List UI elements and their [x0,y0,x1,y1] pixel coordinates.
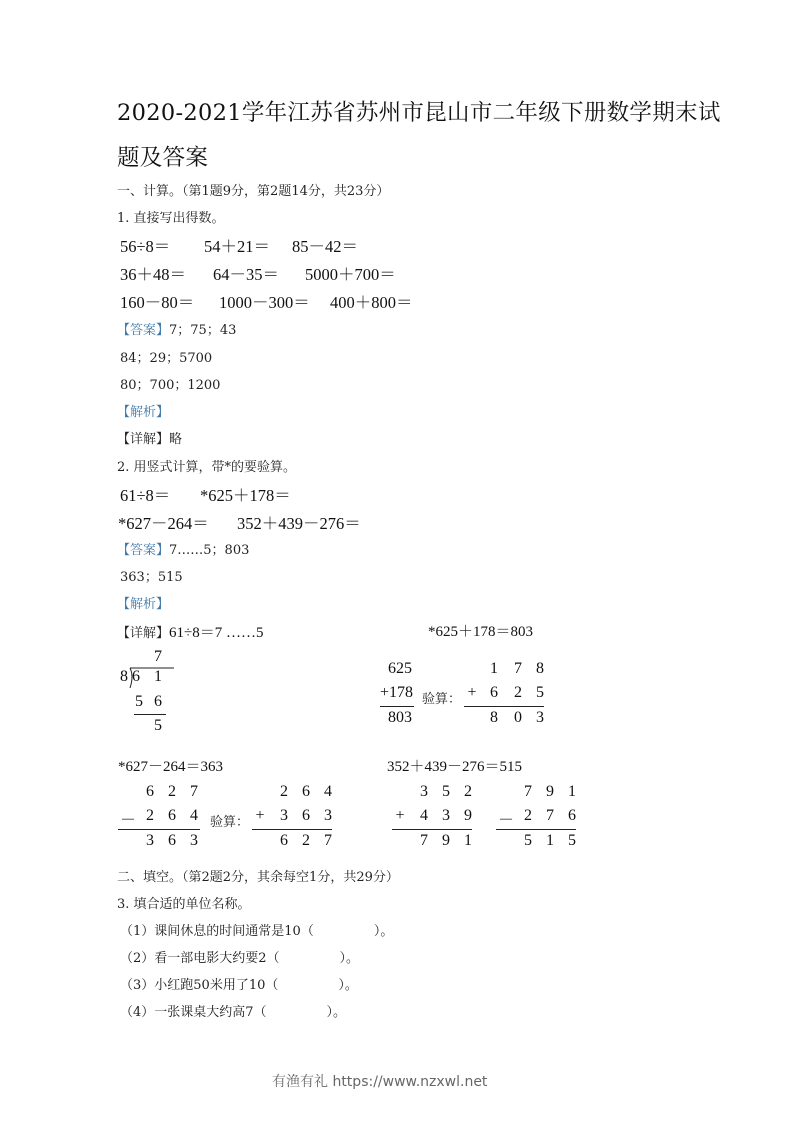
item-text: （4）一张课桌大约高7（ [120,1005,267,1020]
digit: 5 [536,684,544,701]
q1-expr-2-3: 5000＋700＝ [305,265,396,284]
sum-rule [464,706,544,707]
top-operand: 625 [388,660,412,677]
digit: 6 [280,832,288,849]
product-digit: 5 [135,693,143,710]
digit: 7 [190,783,198,800]
answer-label: 【答案】 [117,323,170,338]
detail-eq-division: 61÷8＝7 ……5 [169,625,264,641]
difference-rule [496,829,576,830]
divisor: 8 [120,668,128,685]
q1-answer-line-1 [117,319,236,338]
digit: 7 [546,807,554,824]
sum-rule [252,829,332,830]
dividend-digit: 1 [154,668,162,685]
footer-watermark: 有渔有礼 https://www.nzxwl.net [272,1074,488,1090]
answer-label: 【答案】 [117,543,170,558]
item-text-end: ）。 [338,978,358,993]
digit: 8 [490,709,498,726]
q2-prompt: 2. 用竖式计算，带*的要验算。 [117,460,297,475]
q1-detail [117,428,182,447]
document-title-line2: 题及答案 [117,145,209,171]
vertical-sub-627 [118,783,218,858]
item-text: （3）小红跑50米用了10（ [120,978,279,993]
q1-prompt: 1. 直接写出得数。 [117,211,225,226]
operator: － [120,812,137,829]
digit: 7 [420,832,428,849]
item-text-end: ）。 [373,924,394,939]
division-rule [134,714,166,715]
quotient: 7 [154,648,162,665]
q1-expr-3-1: 160－80＝ [120,293,195,312]
q3-item-4 [120,1001,346,1020]
long-division [118,648,178,738]
q1-analysis-label: 【解析】 [117,405,170,420]
digit: 3 [420,783,428,800]
item-text-end: ）。 [326,1005,347,1020]
digit: 2 [146,807,154,824]
q1-expr-1-1: 56÷8＝ [120,237,171,256]
q1-expr-2-2: 64－35＝ [213,265,279,284]
digit: 3 [280,807,288,824]
remainder: 5 [154,717,162,734]
digit: 3 [190,832,198,849]
operator: － [498,812,515,829]
digit: 6 [168,832,176,849]
q1-expr-1-2: 54＋21＝ [204,237,270,256]
check-label: 验算： [422,692,462,707]
vertical-check-add [464,660,574,735]
vertical-sub-791 [496,783,596,858]
operator: + [467,684,477,701]
digit: 9 [464,807,472,824]
digit: 2 [514,684,522,701]
digit: 6 [168,807,176,824]
q2-expr-2-2: 352＋439－276＝ [237,514,361,533]
sum-rule [380,706,414,707]
digit: 7 [524,783,532,800]
q1-answer-line-2: 84；29；5700 [120,351,213,366]
q3-item-2 [120,947,359,966]
digit: 2 [464,783,472,800]
digit: 4 [324,783,332,800]
item-text: （1）课间休息的时间通常是10（ [120,924,314,939]
digit: 1 [568,783,576,800]
sum-rule [392,829,472,830]
answer-text: 7……5；803 [169,543,250,558]
q3-item-3 [120,974,358,993]
detail-text: 略 [169,432,183,447]
q2-expr-1-1: 61÷8＝ [120,486,171,505]
dividend-digit: 6 [132,668,140,685]
detail-label: 【详解】 [117,432,170,447]
digit: 4 [420,807,428,824]
digit: 1 [546,832,554,849]
vertical-check-sub [252,783,352,858]
bottom-operand: +178 [380,684,414,701]
vertical-add-352 [392,783,492,858]
digit: 2 [280,783,288,800]
digit: 7 [324,832,332,849]
digit: 2 [524,807,532,824]
result: 803 [388,709,412,726]
digit: 6 [302,807,310,824]
digit: 3 [442,807,450,824]
operator: + [395,807,405,824]
section2-heading: 二、填空。（第2题2分，其余每空1分，共29分） [117,870,399,885]
digit: 5 [524,832,532,849]
digit: 6 [146,783,154,800]
digit: 9 [442,832,450,849]
digit: 4 [190,807,198,824]
q2-answer-line-2: 363；515 [120,570,183,585]
detail-eq-mixed: 352＋439－276＝515 [387,759,523,775]
digit: 3 [146,832,154,849]
detail-label: 【详解】 [117,626,170,641]
digit: 2 [168,783,176,800]
q2-analysis-label: 【解析】 [117,597,170,612]
q1-answer-line-3: 80；700；1200 [120,378,221,393]
answer-text: 7；75；43 [169,323,237,338]
digit: 5 [568,832,576,849]
q1-expr-3-2: 1000－300＝ [219,293,310,312]
digit: 6 [302,783,310,800]
q2-detail-line [117,621,264,642]
detail-eq-addition: *625＋178＝803 [428,624,534,640]
q3-prompt: 3. 填合适的单位名称。 [117,897,251,912]
q3-item-1 [120,920,393,939]
q2-expr-1-2: *625＋178＝ [200,486,291,505]
digit: 2 [302,832,310,849]
q1-expr-2-1: 36＋48＝ [120,265,186,284]
item-text-end: ）。 [339,951,360,966]
digit: 7 [514,660,522,677]
digit: 3 [536,709,544,726]
difference-rule [118,829,200,830]
item-text: （2）看一部电影大约要2（ [120,951,280,966]
digit: 6 [490,684,498,701]
q1-expr-1-3: 85－42＝ [292,237,358,256]
digit: 1 [464,832,472,849]
q2-expr-2-1: *627－264＝ [118,514,209,533]
digit: 1 [490,660,498,677]
q1-expr-3-3: 400＋800＝ [330,293,413,312]
check-label: 验算： [210,815,250,830]
detail-eq-subtraction: *627－264＝363 [118,759,224,775]
digit: 8 [536,660,544,677]
q2-answer-line-1 [117,539,249,558]
digit: 9 [546,783,554,800]
product-digit: 6 [154,693,162,710]
digit: 0 [514,709,522,726]
digit: 6 [568,807,576,824]
document-title-line1: 2020-2021学年江苏省苏州市昆山市二年级下册数学期末试 [117,100,721,126]
operator: + [255,807,265,824]
digit: 3 [324,807,332,824]
section1-heading: 一、计算。（第1题9分，第2题14分，共23分） [117,184,390,199]
digit: 5 [442,783,450,800]
